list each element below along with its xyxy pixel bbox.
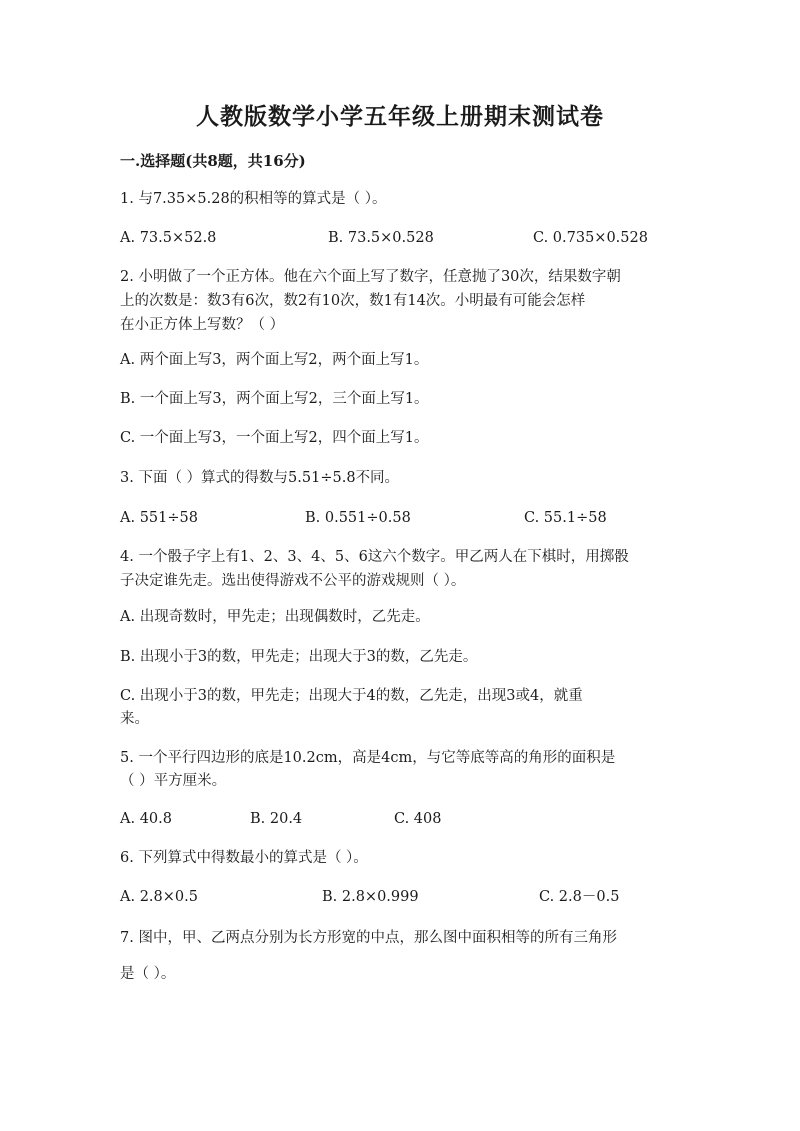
question-6-option-b: B. 2.8×0.999 (322, 889, 419, 905)
section-heading: 一.选择题(共8题，共16分) (120, 152, 306, 170)
question-6-option-c: C. 2.8－0.5 (539, 889, 620, 905)
question-1-stem: 1. 与7.35×5.28的积相等的算式是（ ）。 (120, 191, 387, 207)
question-4-stem-line-2: 子决定谁先走。选出使得游戏不公平的游戏规则（ ）。 (120, 573, 466, 589)
question-1-option-b: B. 73.5×0.528 (328, 230, 434, 246)
question-7-stem-line-2: 是（ ）。 (120, 966, 176, 982)
question-5-stem-line-2: （ ）平方厘米。 (120, 773, 227, 789)
question-3-option-b: B. 0.551÷0.58 (305, 510, 411, 526)
question-3-stem: 3. 下面（ ）算式的得数与5.51÷5.8不同。 (120, 470, 400, 486)
question-1-option-c: C. 0.735×0.528 (533, 230, 648, 246)
question-5-option-c: C. 408 (394, 811, 442, 827)
question-2-stem-line-1: 2. 小明做了一个正方体。他在六个面上写了数字，任意抛了30次，结果数字朝 (120, 269, 621, 285)
question-6-option-a: A. 2.8×0.5 (120, 889, 198, 905)
question-2-stem-line-3: 在小正方体上写数？（ ） (120, 317, 285, 333)
question-2-option-c: C. 一个面上写3，一个面上写2，四个面上写1。 (120, 430, 429, 446)
question-3-option-c: C. 55.1÷58 (524, 510, 607, 526)
question-4-option-a: A. 出现奇数时，甲先走；出现偶数时，乙先走。 (120, 609, 430, 625)
question-3-option-a: A. 551÷58 (120, 510, 198, 526)
question-5-option-a: A. 40.8 (120, 811, 172, 827)
question-5-option-b: B. 20.4 (250, 811, 303, 827)
question-2-option-a: A. 两个面上写3，两个面上写2，两个面上写1。 (120, 352, 429, 368)
question-4-stem-line-1: 4. 一个骰子字上有1、2、3、4、5、6这六个数字。甲乙两人在下棋时，用掷骰 (120, 549, 629, 565)
question-4-option-b: B. 出现小于3的数，甲先走；出现大于3的数，乙先走。 (120, 649, 478, 665)
question-7-stem-line-1: 7. 图中，甲、乙两点分别为长方形宽的中点，那么图中面积相等的所有三角形 (120, 930, 617, 946)
question-2-stem-line-2: 上的次数是：数3有6次，数2有10次，数1有14次。小明最有可能会怎样 (120, 293, 586, 309)
question-2-option-b: B. 一个面上写3，两个面上写2，三个面上写1。 (120, 391, 429, 407)
question-4-option-c-line-1: C. 出现小于3的数，甲先走；出现大于4的数，乙先走，出现3或4，就重 (120, 688, 583, 704)
question-1-option-a: A. 73.5×52.8 (120, 230, 217, 246)
question-4-option-c-line-2: 来。 (120, 711, 149, 727)
page-title: 人教版数学小学五年级上册期末测试卷 (196, 103, 604, 130)
question-5-stem-line-1: 5. 一个平行四边形的底是10.2cm，高是4cm，与它等底等高的角形的面积是 (120, 750, 616, 766)
question-6-stem: 6. 下列算式中得数最小的算式是（ ）。 (120, 850, 368, 866)
